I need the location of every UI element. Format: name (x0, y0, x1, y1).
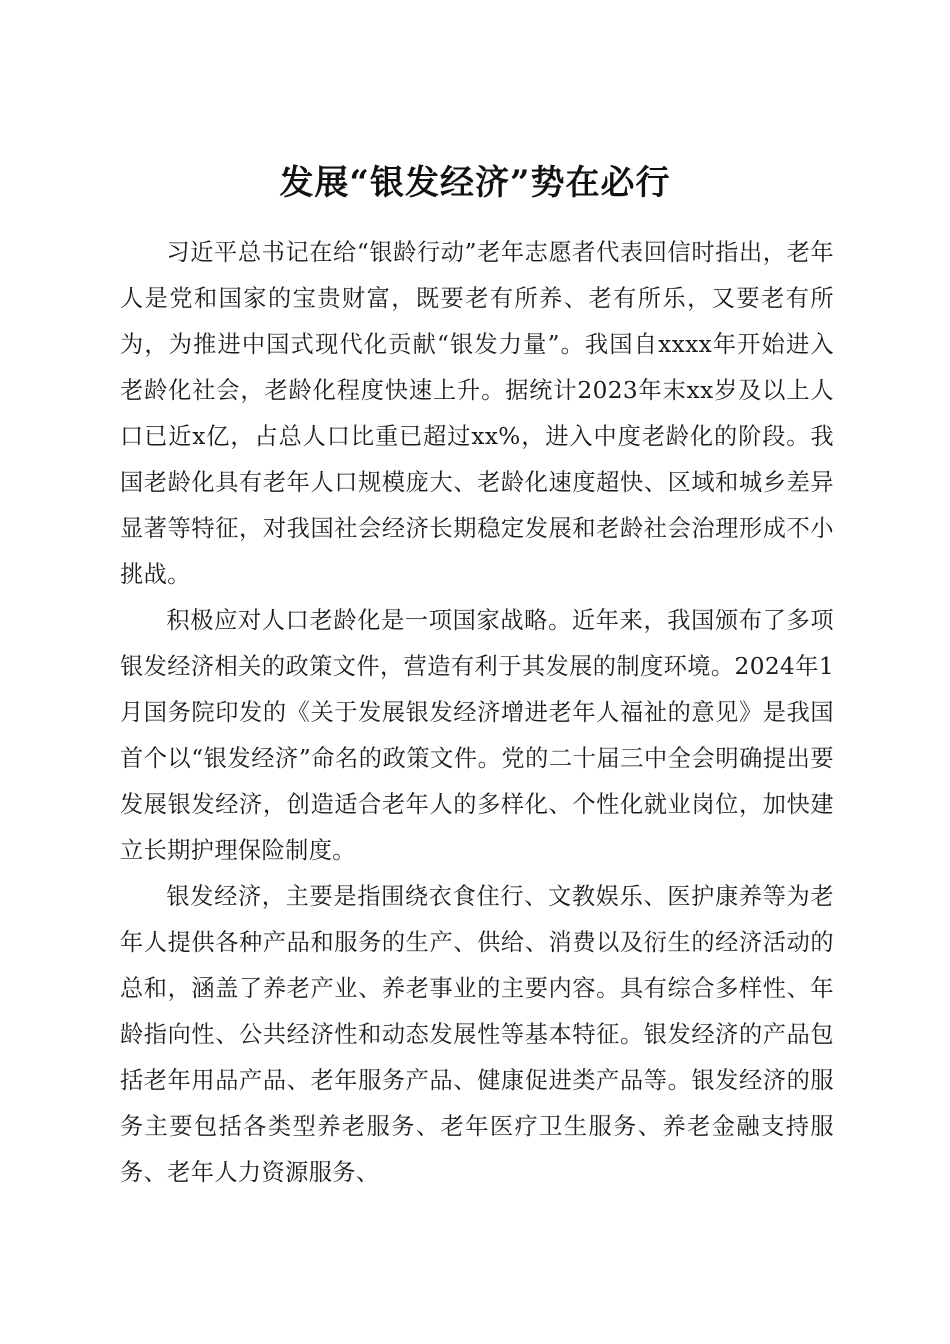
paragraph-1: 习近平总书记在给“银龄行动”老年志愿者代表回信时指出，老年人是党和国家的宝贵财富，既要老有所养、老有所乐，又要老有所为，为推进中国式现代化贡献“银发力量”。我国自xxxx年开始进入老龄化社会，老龄化程度快速上升。据统计2023年末xx岁及以上人口已近x亿，占总人口比重已超过xx%，进入中度老龄化的阶段。我国老龄化具有老年人口规模庞大、老龄化速度超快、区域和城乡差异显著等特征，对我国社会经济长期稳定发展和老龄社会治理形成不小挑战。 (120, 239, 834, 588)
paragraph-2: 积极应对人口老龄化是一项国家战略。近年来，我国颁布了多项银发经济相关的政策文件，营造有利于其发展的制度环境。2024年1月国务院印发的《关于发展银发经济增进老年人福祉的意见》是我国首个以“银发经济”命名的政策文件。党的二十届三中全会明确提出要发展银发经济，创造适合老年人的多样化、个性化就业岗位，加快建立长期护理保险制度。 (120, 607, 834, 864)
document-title: 发展“银发经济”势在必行 (279, 162, 671, 203)
paragraph-3: 银发经济，主要是指围绕衣食住行、文教娱乐、医护康养等为老年人提供各种产品和服务的生产、供给、消费以及衍生的经济活动的总和，涵盖了养老产业、养老事业的主要内容。具有综合多样性、年龄指向性、公共经济性和动态发展性等基本特征。银发经济的产品包括老年用品产品、老年服务产品、健康促进类产品等。银发经济的服务主要包括各类型养老服务、老年医疗卫生服务、养老金融支持服务、老年人力资源服务、 (120, 883, 834, 1186)
document-body (120, 230, 834, 1196)
